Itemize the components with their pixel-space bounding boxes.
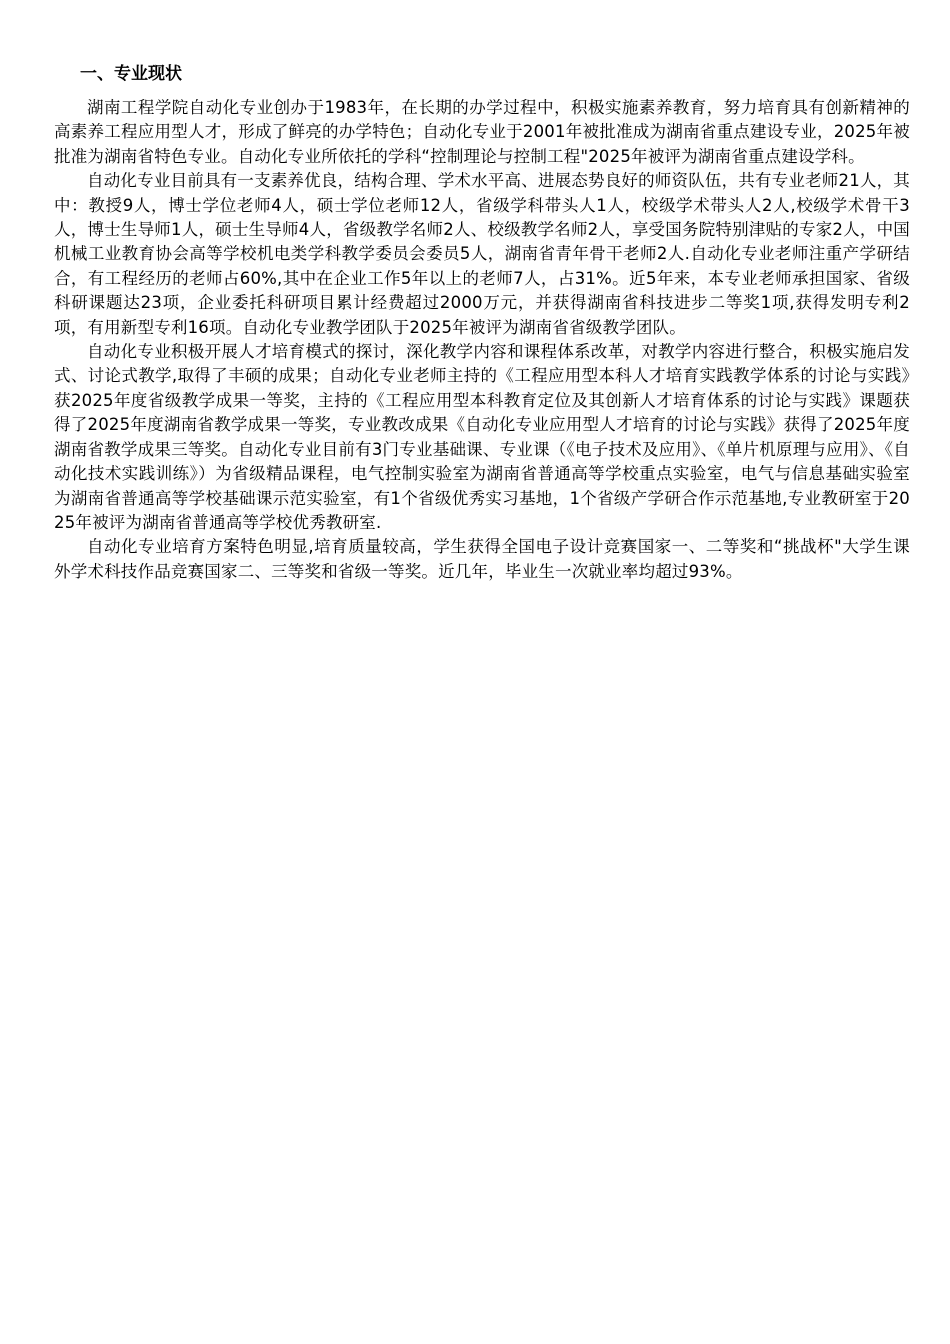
section-body [54,96,910,584]
paragraph-faculty: 自动化专业目前具有一支素养优良，结构合理、学术水平高、进展态势良好的师资队伍，共有专业老师21人，其中：教授9人，博士学位老师4人，硕士学位老师12人，省级学科带头人1人，校级学术带头人2人,校级学术骨干3人，博士生导师1人，硕士生导师4人，省级教学名师2人、校级教学名师2人，享受国务院特别津贴的专家2人，中国机械工业教育协会高等学校机电类学科教学委员会委员5人，湖南省青年骨干老师2人.自动化专业老师注重产学研结合，有工程经历的老师占60%,其中在企业工作5年以上的老师7人，占31%。近5年来，本专业老师承担国家、省级科研课题达23项，企业委托科研项目累计经费超过2000万元，并获得湖南省科技进步二等奖1项,获得发明专利2项，有用新型专利16项。自动化专业教学团队于2025年被评为湖南省省级教学团队。 [54,171,910,337]
paragraph-teaching-reform: 自动化专业积极开展人才培育模式的探讨，深化教学内容和课程体系改革，对教学内容进行整合，积极实施启发式、讨论式教学,取得了丰硕的成果；自动化专业老师主持的《工程应用型本科人才培育实践教学体系的讨论与实践》获2025年度省级教学成果一等奖，主持的《工程应用型本科教育定位及其创新人才培育体系的讨论与实践》课题获得了2025年度湖南省教学成果一等奖，专业教改成果《自动化专业应用型人才培育的讨论与实践》获得了2025年度湖南省教学成果三等奖。自动化专业目前有3门专业基础课、专业课（《电子技术及应用》、《单片机原理与应用》、《自动化技术实践训练》）为省级精品课程，电气控制实验室为湖南省普通高等学校重点实验室，电气与信息基础实验室为湖南省普通高等学校基础课示范实验室，有1个省级优秀实习基地，1个省级产学研合作示范基地,专业教研室于2025年被评为湖南省普通高等学校优秀教研室. [54,342,910,532]
paragraph-student-outcomes: 自动化专业培育方案特色明显,培育质量较高，学生获得全国电子设计竞赛国家一、二等奖和“挑战杯"大学生课外学术科技作品竞赛国家二、三等奖和省级一等奖。近几年，毕业生一次就业率均超过93%。 [54,537,910,581]
paragraph-program-history: 湖南工程学院自动化专业创办于1983年，在长期的办学过程中，积极实施素养教育，努力培育具有创新精神的高素养工程应用型人才，形成了鲜亮的办学特色；自动化专业于2001年被批准成为湖南省重点建设专业，2025年被批准为湖南省特色专业。自动化专业所依托的学科“控制理论与控制工程"2025年被评为湖南省重点建设学科。 [54,98,910,166]
section-heading: 一、专业现状 [80,64,182,84]
